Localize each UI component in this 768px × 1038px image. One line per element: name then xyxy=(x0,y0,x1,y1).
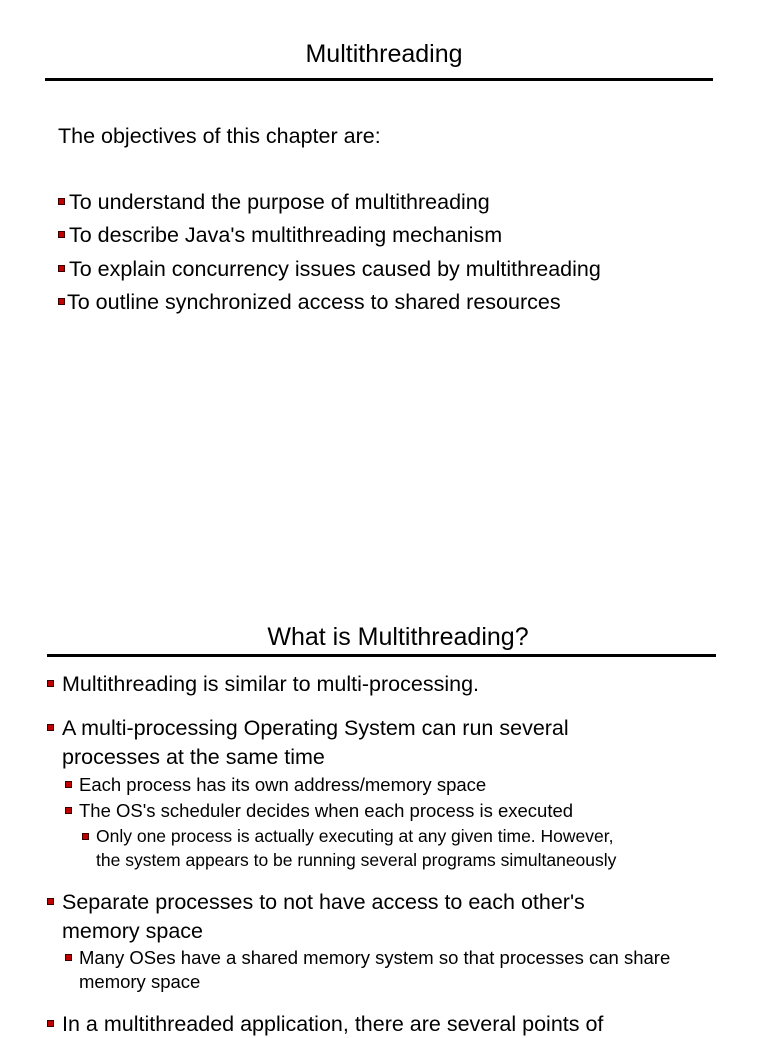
bullet-text-continued: processes at the same time xyxy=(62,745,325,769)
bullet-icon xyxy=(65,954,72,961)
bullet-icon xyxy=(47,898,54,905)
bullet-text: Separate processes to not have access to each other's xyxy=(62,890,585,914)
title-rule xyxy=(45,78,713,81)
bullet-text-continued: memory space xyxy=(62,919,203,943)
objective-text: To outline synchronized access to shared resources xyxy=(67,290,561,314)
intro-text: The objectives of this chapter are: xyxy=(58,124,381,148)
sub-bullet-text-continued: memory space xyxy=(79,971,201,992)
bullet-icon xyxy=(58,298,65,305)
objective-text: To describe Java's multithreading mechanism xyxy=(69,223,503,247)
bullet-text: A multi-processing Operating System can run several xyxy=(62,716,569,740)
sub-sub-bullet-text: Only one process is actually executing at any given time. However, xyxy=(96,826,614,846)
sub-sub-bullet-text-continued: the system appears to be running several programs simultaneously xyxy=(96,850,617,870)
bullet-icon xyxy=(47,724,54,731)
slide-title: Multithreading xyxy=(305,40,463,68)
bullet-icon xyxy=(58,231,65,238)
objective-text: To explain concurrency issues caused by multithreading xyxy=(69,257,601,281)
bullet-icon xyxy=(82,833,89,840)
sub-bullet-text: Many OSes have a shared memory system so that processes can share xyxy=(79,947,671,968)
sub-bullet-text: Each process has its own address/memory space xyxy=(79,774,487,795)
bullet-icon xyxy=(65,781,72,788)
sub-bullet-text: The OS's scheduler decides when each process is executed xyxy=(79,800,574,821)
bullet-text: Multithreading is similar to multi-processing. xyxy=(62,672,480,696)
objective-text: To understand the purpose of multithreading xyxy=(69,190,490,214)
slide-what-is-multithreading xyxy=(0,600,768,1036)
bullet-icon xyxy=(58,265,65,272)
bullet-icon xyxy=(58,198,65,205)
title-rule xyxy=(47,654,716,657)
bullet-text: In a multithreaded application, there are several points of xyxy=(62,1012,604,1036)
bullet-icon xyxy=(65,807,72,814)
bullet-icon xyxy=(47,680,54,687)
slide-title: What is Multithreading? xyxy=(267,623,529,651)
